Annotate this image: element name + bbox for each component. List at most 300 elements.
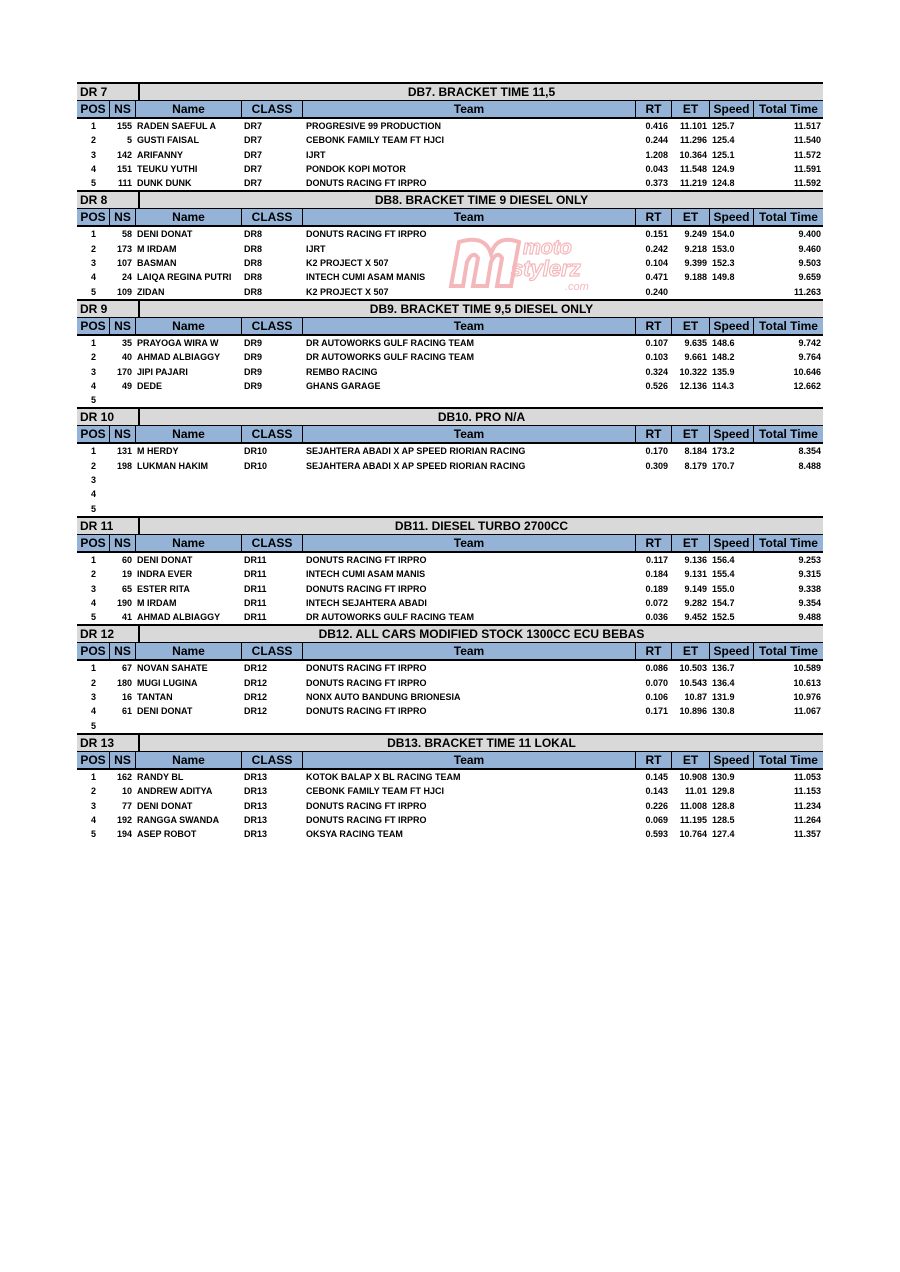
table-row: [77, 610, 823, 624]
cell-total: 11.264: [793, 814, 821, 825]
section-code: DR 7: [77, 84, 140, 100]
column-header-ns: NS: [110, 643, 136, 659]
column-header-team: Team: [303, 752, 636, 768]
cell-class: DR13: [244, 829, 268, 840]
cell-class: DR8: [244, 258, 263, 269]
results-section: [77, 407, 823, 515]
results-section: [77, 624, 823, 732]
cell-total: 11.234: [793, 800, 821, 811]
column-header-pos: POS: [77, 643, 110, 659]
cell-total: 9.460: [798, 243, 821, 254]
cell-pos: 2: [90, 786, 96, 797]
table-row: [77, 336, 823, 350]
cell-pos: 1: [90, 337, 96, 348]
cell-speed: 155.4: [712, 569, 735, 580]
cell-name: RADEN SAEFUL A: [137, 121, 217, 131]
column-header-total: Total Time: [759, 210, 818, 225]
column-header-class: CLASS: [242, 101, 303, 117]
column-header-name: Name: [136, 535, 242, 551]
section-title-row: [77, 407, 823, 426]
cell-ns: 41: [121, 612, 132, 623]
cell-ns: 77: [121, 800, 132, 811]
section-title-row: [77, 299, 823, 318]
cell-total: [754, 487, 823, 501]
cell-rt: 0.324: [645, 366, 668, 377]
cell-pos: 3: [90, 583, 96, 594]
column-header-row: [77, 752, 823, 770]
motostylerz-watermark-logo: [445, 228, 605, 298]
cell-team: [303, 487, 636, 501]
column-header-team: Team: [303, 535, 636, 551]
results-section: [77, 299, 823, 407]
column-header-rt: RT: [636, 426, 672, 442]
cell-rt: [636, 719, 672, 733]
table-row: [77, 393, 823, 407]
cell-speed: 130.8: [712, 706, 735, 717]
cell-name: RANGGA SWANDA: [137, 814, 220, 825]
cell-pos: 2: [90, 460, 96, 471]
table-row: [77, 596, 823, 610]
column-header-name: Name: [136, 101, 242, 117]
cell-speed: 127.4: [712, 829, 735, 840]
column-header-team: Team: [303, 318, 636, 334]
cell-team: DR AUTOWORKS GULF RACING TEAM: [306, 352, 474, 363]
cell-name: M IRDAM: [137, 597, 177, 608]
column-header-pos: POS: [77, 101, 110, 117]
cell-rt: 0.107: [645, 337, 668, 348]
cell-et: 9.661: [684, 352, 707, 363]
cell-rt: 0.593: [645, 829, 668, 840]
cell-total: 11.592: [793, 178, 821, 189]
cell-et: [672, 285, 710, 299]
cell-pos: 4: [90, 814, 96, 825]
section-title-row: [77, 624, 823, 643]
cell-speed: [710, 285, 754, 299]
column-header-total: Total Time: [759, 102, 818, 116]
cell-speed: [710, 719, 754, 733]
cell-speed: [710, 487, 754, 501]
section-title: DB10. PRO N/A: [437, 410, 526, 425]
cell-total: 11.067: [793, 706, 821, 717]
cell-total: 9.400: [798, 229, 821, 240]
column-header-et: ET: [672, 752, 710, 768]
cell-et: 10.896: [679, 706, 707, 717]
cell-class: [242, 502, 303, 516]
cell-class: [242, 473, 303, 487]
cell-total: 9.315: [798, 569, 821, 580]
column-header-speed: Speed: [710, 643, 754, 659]
cell-ns: 142: [116, 149, 132, 160]
column-header-total: Total Time: [759, 535, 818, 550]
cell-team: INTECH SEJAHTERA ABADI: [306, 597, 427, 608]
cell-total: 11.053: [793, 771, 821, 782]
cell-et: 11.195: [679, 814, 707, 825]
cell-et: 9.188: [684, 272, 707, 283]
column-header-rt: RT: [636, 752, 672, 768]
cell-name: NOVAN SAHATE: [137, 663, 208, 674]
results-section: [77, 82, 823, 190]
column-header-class: CLASS: [242, 535, 303, 551]
section-code: DR 10: [77, 409, 140, 425]
table-row: [77, 162, 823, 176]
cell-rt: 0.117: [645, 554, 668, 565]
cell-et: [672, 473, 710, 487]
cell-name: PRAYOGA WIRA W: [137, 337, 219, 348]
cell-ns: 58: [121, 229, 132, 240]
cell-total: 11.357: [793, 829, 821, 840]
cell-pos: 3: [90, 692, 96, 703]
section-title: DB11. DIESEL TURBO 2700CC: [394, 518, 569, 533]
cell-rt: 0.143: [645, 786, 668, 797]
cell-total: 9.659: [798, 272, 821, 283]
section-code: DR 8: [77, 192, 140, 208]
cell-class: DR13: [244, 814, 268, 825]
cell-rt: 0.145: [645, 771, 668, 782]
cell-et: 9.149: [684, 583, 707, 594]
cell-rt: 0.373: [645, 178, 668, 189]
section-title: DB13. BRACKET TIME 11 LOKAL: [387, 735, 576, 750]
cell-et: 9.635: [684, 337, 707, 348]
section-code: DR 9: [77, 301, 140, 317]
column-header-name: Name: [136, 752, 242, 768]
column-header-team: Team: [303, 426, 636, 442]
cell-total: [754, 502, 823, 516]
cell-et: 9.249: [684, 229, 707, 240]
cell-et: [672, 502, 710, 516]
cell-pos: 2: [90, 135, 96, 146]
cell-class: DR9: [244, 380, 263, 391]
cell-total: 9.742: [798, 337, 821, 348]
cell-name: AHMAD ALBIAGGY: [137, 612, 221, 623]
cell-total: 11.540: [793, 135, 821, 146]
cell-team: PROGRESIVE 99 PRODUCTION: [306, 121, 442, 131]
cell-ns: [110, 502, 136, 516]
cell-ns: 194: [116, 829, 132, 840]
cell-ns: 190: [116, 597, 132, 608]
table-row: [77, 350, 823, 364]
cell-rt: 0.416: [645, 121, 668, 131]
cell-et: 10.908: [679, 771, 707, 782]
column-header-total: Total Time: [759, 644, 818, 659]
cell-name: DENI DONAT: [137, 229, 193, 240]
cell-pos: 5: [90, 286, 96, 297]
cell-pos: 4: [90, 597, 96, 608]
cell-total: 11.153: [793, 786, 821, 797]
cell-rt: 0.170: [645, 446, 668, 457]
cell-rt: 0.226: [645, 800, 668, 811]
cell-et: 10.87: [684, 692, 707, 703]
cell-speed: 128.5: [712, 814, 735, 825]
cell-total: [754, 473, 823, 487]
cell-et: 9.399: [684, 258, 707, 269]
cell-rt: 0.043: [645, 163, 668, 174]
cell-ns: [110, 473, 136, 487]
table-row: [77, 827, 823, 841]
cell-et: 11.548: [679, 163, 707, 174]
cell-et: 8.179: [684, 460, 707, 471]
table-row: [77, 473, 823, 487]
cell-et: 11.219: [679, 178, 707, 189]
cell-ns: 109: [116, 286, 132, 297]
cell-name: M HERDY: [137, 446, 179, 457]
cell-ns: 49: [121, 380, 132, 391]
watermark-m-icon: [451, 240, 519, 286]
cell-pos: 3: [90, 475, 96, 486]
section-title: DB9. BRACKET TIME 9,5 DIESEL ONLY: [369, 301, 594, 316]
column-header-pos: POS: [77, 318, 110, 334]
cell-rt: 0.104: [645, 258, 668, 269]
column-header-speed: Speed: [710, 209, 754, 225]
column-header-class: CLASS: [242, 643, 303, 659]
cell-name: TEUKU YUTHI: [137, 163, 198, 174]
cell-speed: [710, 393, 754, 407]
cell-class: [242, 393, 303, 407]
column-header-pos: POS: [77, 426, 110, 442]
cell-ns: 24: [121, 272, 132, 283]
cell-pos: 5: [90, 829, 96, 840]
column-header-et: ET: [672, 643, 710, 659]
column-header-total: Total Time: [759, 752, 818, 767]
cell-name: INDRA EVER: [137, 569, 193, 580]
column-header-row: [77, 535, 823, 553]
column-header-ns: NS: [110, 318, 136, 334]
cell-team: INTECH CUMI ASAM MANIS: [306, 272, 426, 283]
column-header-pos: POS: [77, 752, 110, 768]
cell-rt: 0.036: [645, 612, 668, 623]
cell-class: DR10: [244, 460, 268, 471]
column-header-et: ET: [672, 101, 710, 117]
cell-total: 9.764: [798, 352, 821, 363]
table-row: [77, 553, 823, 567]
cell-team: K2 PROJECT X 507: [306, 258, 389, 269]
section-code: DR 13: [77, 735, 140, 751]
cell-total: [754, 393, 823, 407]
cell-team: IJRT: [306, 149, 326, 160]
cell-class: DR9: [244, 352, 263, 363]
cell-ns: 60: [121, 554, 132, 565]
cell-class: DR12: [244, 663, 268, 674]
section-title-row: [77, 82, 823, 101]
cell-pos: 3: [90, 366, 96, 377]
cell-name: AHMAD ALBIAGGY: [137, 352, 221, 363]
cell-pos: 4: [90, 272, 96, 283]
column-header-class: CLASS: [242, 318, 303, 334]
table-row: [77, 719, 823, 733]
table-row: [77, 487, 823, 501]
cell-speed: 131.9: [712, 692, 735, 703]
cell-pos: 5: [90, 612, 96, 623]
cell-class: DR12: [244, 677, 268, 688]
cell-pos: 3: [90, 258, 96, 269]
cell-class: DR12: [244, 692, 268, 703]
cell-speed: 155.0: [712, 583, 735, 594]
cell-class: DR7: [244, 135, 263, 146]
cell-team: OKSYA RACING TEAM: [306, 829, 403, 840]
column-header-et: ET: [672, 209, 710, 225]
cell-name: [136, 393, 242, 407]
cell-total: 11.263: [793, 286, 821, 297]
cell-name: JIPI PAJARI: [137, 366, 188, 377]
column-header-name: Name: [136, 318, 242, 334]
cell-total: [754, 719, 823, 733]
cell-total: 9.503: [798, 258, 821, 269]
cell-rt: [636, 393, 672, 407]
cell-pos: 2: [90, 569, 96, 580]
cell-name: ZIDAN: [137, 286, 165, 297]
results-section: [77, 516, 823, 624]
column-header-rt: RT: [636, 535, 672, 551]
section-title-row: [77, 516, 823, 535]
cell-class: DR13: [244, 786, 268, 797]
cell-class: DR11: [244, 597, 267, 608]
cell-team: DONUTS RACING FT IRPRO: [306, 229, 427, 240]
cell-ns: 151: [116, 163, 132, 174]
cell-total: 8.488: [798, 460, 821, 471]
cell-team: [303, 473, 636, 487]
column-header-speed: Speed: [710, 101, 754, 117]
cell-pos: 3: [90, 149, 96, 160]
table-row: [77, 176, 823, 190]
column-header-speed: Speed: [710, 318, 754, 334]
cell-name: DUNK DUNK: [137, 178, 192, 189]
cell-speed: 136.7: [712, 663, 735, 674]
cell-rt: 0.086: [645, 663, 668, 674]
table-row: [77, 567, 823, 581]
column-header-ns: NS: [110, 101, 136, 117]
table-row: [77, 813, 823, 827]
table-row: [77, 690, 823, 704]
table-row: [77, 379, 823, 393]
cell-et: 9.282: [684, 597, 707, 608]
cell-team: DONUTS RACING FT IRPRO: [306, 814, 427, 825]
cell-rt: 0.184: [645, 569, 668, 580]
cell-team: DONUTS RACING FT IRPRO: [306, 663, 427, 674]
cell-et: 12.136: [679, 380, 707, 391]
cell-team: SEJAHTERA ABADI X AP SPEED RIORIAN RACING: [306, 446, 526, 457]
cell-class: DR9: [244, 366, 263, 377]
cell-total: 11.517: [793, 121, 821, 131]
column-header-rt: RT: [636, 643, 672, 659]
cell-team: REMBO RACING: [306, 366, 378, 377]
results-section: [77, 733, 823, 841]
cell-et: 9.218: [684, 243, 707, 254]
cell-name: TANTAN: [137, 692, 173, 703]
column-header-class: CLASS: [242, 209, 303, 225]
cell-class: DR11: [244, 583, 267, 594]
cell-ns: 131: [116, 446, 132, 457]
cell-pos: 5: [90, 395, 96, 406]
column-header-ns: NS: [110, 535, 136, 551]
watermark-line3: .com: [565, 281, 589, 293]
column-header-et: ET: [672, 535, 710, 551]
cell-pos: 1: [90, 663, 96, 674]
table-row: [77, 148, 823, 162]
table-row: [77, 770, 823, 784]
column-header-row: [77, 318, 823, 336]
section-title: DB12. ALL CARS MODIFIED STOCK 1300CC ECU BEBAS: [318, 627, 645, 642]
cell-speed: 153.0: [712, 243, 735, 254]
cell-speed: 152.5: [712, 612, 735, 623]
cell-pos: 1: [90, 229, 96, 240]
cell-pos: 5: [90, 178, 96, 189]
table-row: [77, 799, 823, 813]
column-header-ns: NS: [110, 752, 136, 768]
cell-speed: 135.9: [712, 366, 735, 377]
cell-team: DONUTS RACING FT IRPRO: [306, 800, 427, 811]
cell-total: 11.591: [793, 163, 821, 174]
cell-total: 9.253: [798, 554, 821, 565]
cell-class: DR13: [244, 771, 268, 782]
cell-team: CEBONK FAMILY TEAM FT HJCI: [306, 135, 445, 146]
cell-pos: 1: [90, 771, 96, 782]
column-header-row: [77, 426, 823, 444]
cell-name: MUGI LUGINA: [137, 677, 198, 688]
cell-pos: 4: [90, 489, 96, 500]
cell-name: BASMAN: [137, 258, 177, 269]
cell-ns: 61: [121, 706, 132, 717]
cell-et: [672, 487, 710, 501]
cell-total: 9.338: [798, 583, 821, 594]
cell-rt: 0.242: [645, 243, 668, 254]
cell-team: DONUTS RACING FT IRPRO: [306, 706, 427, 717]
cell-ns: [110, 487, 136, 501]
cell-name: RANDY BL: [137, 771, 184, 782]
column-header-row: [77, 643, 823, 661]
column-header-speed: Speed: [710, 535, 754, 551]
cell-team: IJRT: [306, 243, 326, 254]
cell-rt: 0.171: [645, 706, 668, 717]
cell-pos: 1: [90, 554, 96, 565]
cell-ns: 10: [121, 786, 132, 797]
cell-et: 11.296: [679, 135, 707, 146]
cell-ns: 192: [116, 814, 132, 825]
cell-team: KOTOK BALAP X BL RACING TEAM: [306, 771, 461, 782]
cell-et: 8.184: [684, 446, 707, 457]
cell-rt: 0.471: [645, 272, 668, 283]
cell-class: [242, 487, 303, 501]
table-row: [77, 459, 823, 473]
column-header-row: [77, 209, 823, 227]
cell-name: ANDREW ADITYA: [137, 786, 213, 797]
cell-total: 9.488: [798, 612, 821, 623]
column-header-pos: POS: [77, 209, 110, 225]
cell-pos: 5: [90, 720, 96, 731]
cell-speed: 148.2: [712, 352, 735, 363]
cell-total: 10.589: [793, 663, 821, 674]
column-header-pos: POS: [77, 535, 110, 551]
column-header-total: Total Time: [759, 427, 818, 442]
cell-speed: 130.9: [712, 771, 735, 782]
cell-name: DENI DONAT: [137, 800, 193, 811]
cell-ns: 16: [121, 692, 132, 703]
cell-et: 11.01: [684, 786, 707, 797]
cell-class: DR11: [244, 612, 267, 623]
cell-speed: 124.8: [712, 178, 735, 189]
cell-team: DR AUTOWORKS GULF RACING TEAM: [306, 337, 474, 348]
cell-speed: 125.1: [712, 149, 735, 160]
cell-team: GHANS GARAGE: [306, 380, 381, 391]
cell-ns: 65: [121, 583, 132, 594]
cell-class: DR7: [244, 149, 263, 160]
column-header-team: Team: [303, 101, 636, 117]
cell-ns: 170: [116, 366, 132, 377]
cell-speed: 136.4: [712, 677, 735, 688]
cell-class: DR10: [244, 446, 268, 457]
table-row: [77, 704, 823, 718]
cell-name: [136, 487, 242, 501]
cell-rt: 0.189: [645, 583, 668, 594]
cell-rt: 0.526: [645, 380, 668, 391]
